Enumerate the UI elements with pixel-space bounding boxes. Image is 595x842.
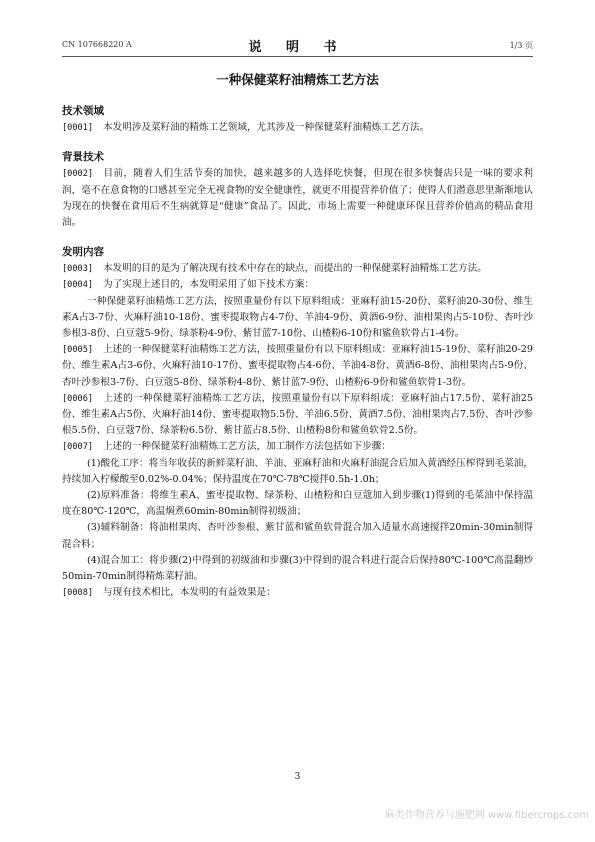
paragraph-text: 上述的一种保健菜籽油精炼工艺方法，加工制作方法包括如下步骤： [103, 441, 391, 453]
step-4: (4)混合加工：将步骤(2)中得到的初级油和步骤(3)中得到的混合料进行混合后保持80℃-100℃高温翻炒50min-70min制得精炼菜籽油。 [62, 554, 533, 583]
paragraph-text: 目前，随着人们生活节奏的加快，越来越多的人选择吃快餐，但现在很多快餐店只是一味的要求利润，毫不在意食物的口感甚至完全无视食物的安全健康性，就更不用提营养价值了；使得人们潜意思里渐渐地认为现在的快餐在食用后不生病就算是“健康”食品了。因此，市场上需要一种健康环保且营养价值高的精品食用油。 [62, 168, 533, 229]
paragraph-text: 本发明涉及菜籽油的精炼工艺领域，尤其涉及一种保健菜籽油精炼工艺方法。 [103, 122, 430, 134]
paragraph-number: [0006] [62, 393, 94, 404]
page-header [62, 36, 533, 54]
section-heading-tech-field: 技术领域 [62, 105, 104, 118]
page-number: 3 [294, 772, 301, 782]
document-type: 说 明 书 [248, 40, 347, 55]
paragraph-0004 [62, 277, 533, 293]
page-content [62, 70, 533, 601]
paragraph-0006 [62, 391, 533, 440]
paragraph-number: [0003] [62, 264, 94, 275]
paragraph-0007 [62, 439, 533, 455]
step-2: (2)原料准备：将维生素A、蜜枣提取物、绿茶粉、山楂粉和白豆蔻加入到步骤(1)得到的毛菜油中保持温度在80℃-120℃，高温焖煮60min-80min制得初级油； [62, 490, 533, 518]
section-heading-background: 背景技术 [62, 151, 104, 164]
step-3: (3)辅料制备：将油柑果肉、杏叶沙参根、紫甘蓝和鲨鱼软骨混合加入适量水高速搅拌20min-30min制得混合料； [62, 522, 533, 550]
paragraph-number: [0007] [62, 442, 94, 453]
paragraph-0003 [62, 261, 533, 277]
paragraph-text: 上述的一种保健菜籽油精炼工艺方法，按照重量份有以下原料组成：亚麻籽油占17.5份、菜籽油25份、维生素A占5份、火麻籽油14份、蜜枣提取物5.5份、羊油6.5份、黄酒7.5份、油柑果肉占7.5份、杏叶沙参根5.5份、白豆蔻7份、绿茶粉6.5份、紫甘蓝占8.5份、山楂粉8份和鲨鱼软骨2.5份。 [62, 392, 533, 437]
step-1: (1)酸化工序：将当年收获的新鲜菜籽油、羊油、亚麻籽油和火麻籽油混合后加入黄酒经压榨得到毛菜油，持续加入柠檬酸至0.02%-0.04%；保持温度在70℃-78℃搅拌0.5h-1.0h； [62, 457, 533, 485]
paragraph-0002 [62, 166, 533, 231]
header-rule [62, 56, 533, 57]
document-number: CN 107668220 A [62, 40, 132, 49]
paragraph-text: 为了实现上述目的，本发明采用了如下技术方案： [103, 279, 315, 291]
paragraph-0004-formula: 一种保健菜籽油精炼工艺方法，按照重量份有以下原料组成：亚麻籽油15-20份、菜籽油20-30份、维生素A占3-7份、火麻籽油10-18份、蜜枣提取物占4-7份、羊油4-9份、黄酒6-9份、油柑果肉占5-10份、杏叶沙参根3-8份、白豆蔻5-9份、绿茶粉4-9份、紫甘蓝7-10份、山楂粉6-10份和鲨鱼软骨占1-4份。 [62, 295, 533, 340]
section-heading-invention: 发明内容 [62, 246, 104, 259]
watermark: 麻类作物营养与施肥网 www.fibercrops.com [384, 810, 589, 821]
paragraph-number: [0005] [62, 345, 94, 356]
document-title: 一种保健菜籽油精炼工艺方法 [216, 72, 379, 87]
paragraph-number: [0002] [62, 169, 94, 180]
page-indicator: 1/3 页 [509, 41, 533, 50]
paragraph-0001 [62, 120, 533, 136]
paragraph-number: [0001] [62, 123, 94, 134]
paragraph-0008 [62, 585, 533, 601]
paragraph-number: [0004] [62, 280, 94, 291]
paragraph-text: 与现有技术相比，本发明的有益效果是： [103, 587, 276, 599]
paragraph-text: 上述的一种保健菜籽油精炼工艺方法，按照重量份有以下原料组成：亚麻籽油15-19份、菜籽油20-29份、维生素A占3-6份、火麻籽油10-17份、蜜枣提取物占4-6份、羊油4-8份、黄酒6-8份、油柑果肉占5-9份、杏叶沙参根3-7份、白豆蔻5-8份、绿茶粉4-8份、紫甘蓝7-9份、山楂粉6-9份和鲨鱼软骨1-3份。 [62, 344, 533, 388]
paragraph-text: 本发明的目的是为了解决现有技术中存在的缺点，而提出的一种保健菜籽油精炼工艺方法。 [103, 263, 487, 275]
paragraph-0005 [62, 342, 533, 391]
paragraph-number: [0008] [62, 588, 94, 599]
